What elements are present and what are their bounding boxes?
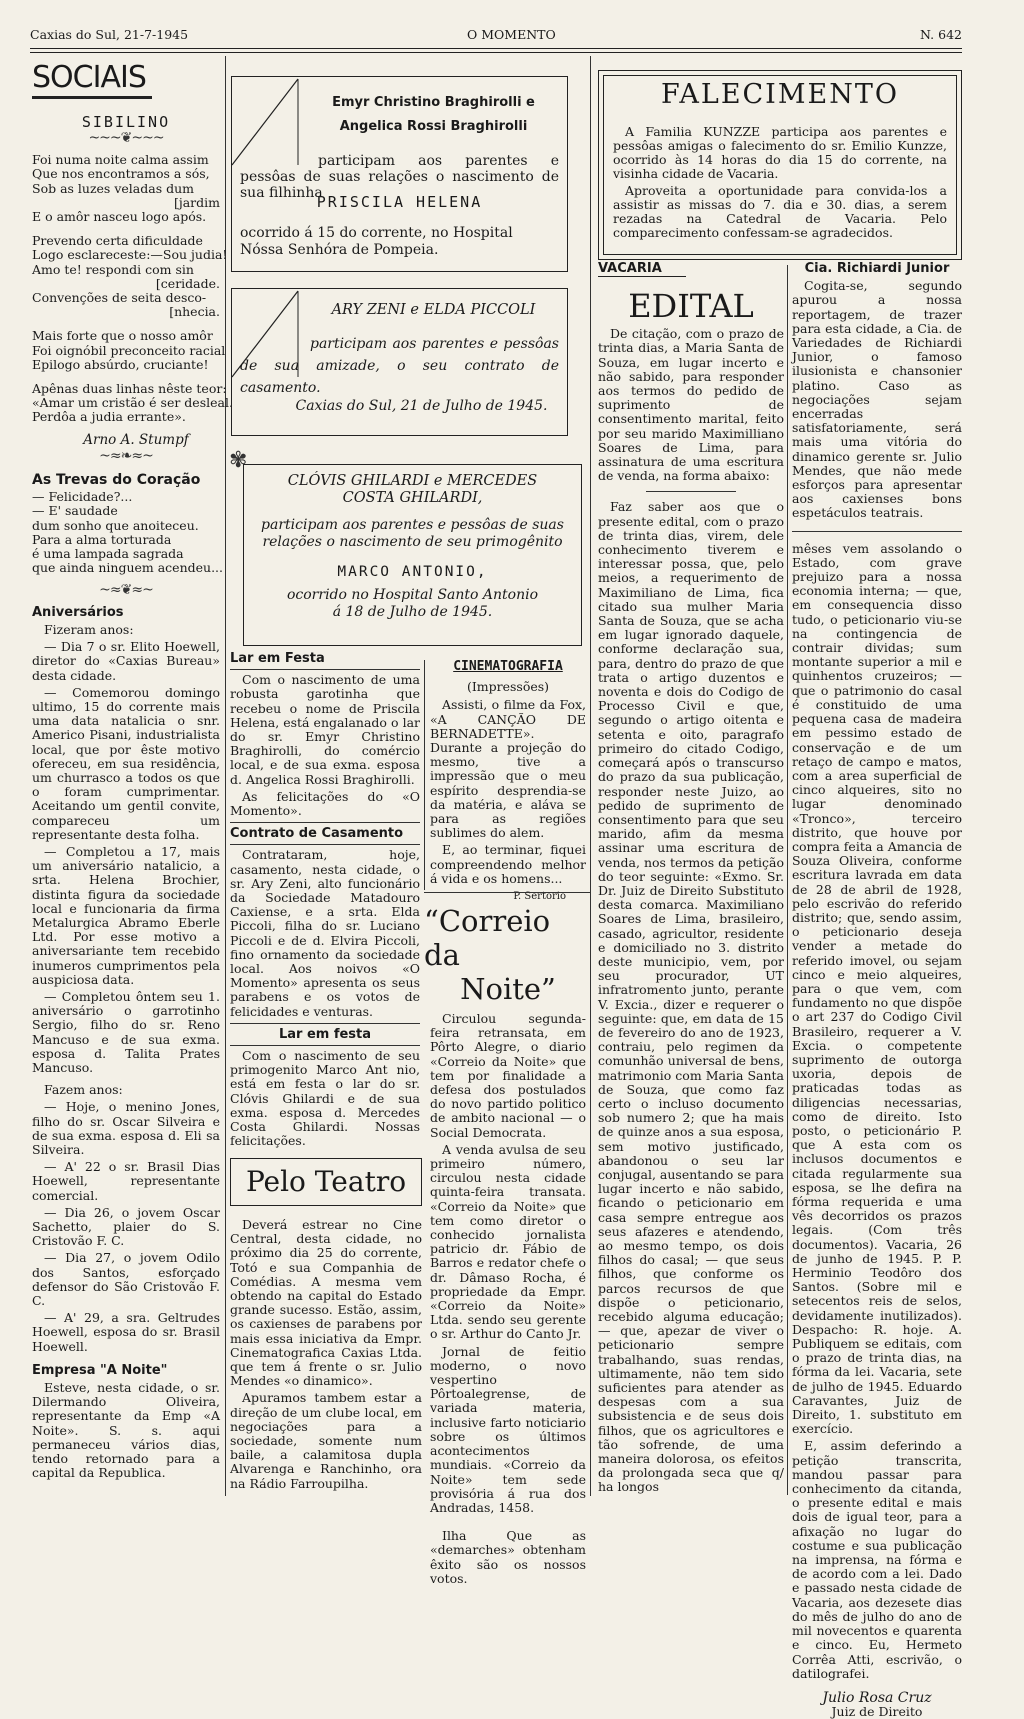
poem-line: Que nos encontramos a sós, [32,166,210,182]
fazem-item: — Dia 27, o jovem Odilo dos Santos, esforçado defensor do São Cristovão F. C. [32,1250,220,1309]
column-divider [424,660,425,890]
baby-name: MARCO ANTONIO, [337,564,488,580]
trevas-line: que ainda ninguem acendeu... [32,560,223,576]
paper-name: O MOMENTO [467,27,556,42]
judge-signature: Julio Rosa Cruz [822,1689,932,1706]
edital-title: EDITAL [628,287,754,326]
flower-ornament-icon: ✾ [229,448,248,473]
header-rule-2 [30,52,962,53]
social-notes-column [230,652,420,1152]
poem-line: Epilogo absúrdo, cruciante! [32,356,209,372]
aniv-item: — Completou ôntem seu 1. aniversário o garrotinho Sergio, filho do sr. Reno Mancuso e de sua exma. esposa d. Talita Prates Mancuso. [32,988,220,1075]
edital-continuation-2: E, assim deferindo a petição transcrita, mandou passar para conhecimento da citanda, o presente edital e mais dois de igual teor, para a afixação no lugar do costume e sua publicação na imprensa, na fórma e de acordo com a lei. Dado e passado nesta cidade de Vacaria, aos dezesete dias do mês de julho do ano de mil novecentos e quarenta e cinco. Eu, Hermeto Corrêa Atti, escrivão, o datilografei. [792,1438,962,1681]
teatro-text: Deverá estrear no Cine Central, desta cidade, no próximo dia 25 do corrente, Totó e sua Companhia de Comédias. A mesma vem obtendo na capital do Estado grande sucesso. Estão, assim, os caxienses de parabens por mais essa iniciativa da Empr. Cinematografica Caxias Ltda. que tem á frente o sr. Julio Mendes «o dinamico». [230,1217,422,1389]
page-number: N. 642 [920,27,962,42]
falecimento-title: FALECIMENTO [661,79,899,110]
poem-body [32,152,233,425]
aniversarios-title: Aniversários [32,604,124,620]
fazem-list [32,1100,220,1353]
correio-title-2: Noite” [460,972,556,1006]
baby-name: PRISCILA HELENA [316,193,483,211]
right-column [792,261,962,1719]
engagement-place: Caxias do Sul, 21 de Julho de 1945. [295,398,548,414]
parents-names: COSTA GHILARDI, [342,490,483,506]
lar-2-text: Com o nascimento de seu primogenito Marco Ant nio, está em festa o lar do sr. Clóvis Ghilardi e de sua exma. esposa d. Mercedes Costa Ghilardi. Nossas felicitações. [230,1048,420,1149]
fazem-item: — Hoje, o menino Jones, filho do sr. Oscar Silveira e de sua exma. esposa d. Eli sa Silveira. [32,1099,220,1157]
correio-text: Circulou segunda-feira retransata, em Pôrto Alegre, o diario «Correio da Noite» que tem por finalidade a defesa dos postulados do novo partido politico de ambito nacional — o Social Democrata. [430,1011,586,1140]
ornament-icon: ~~~❦~~~ [88,130,164,146]
page-header [30,22,962,46]
falecimento-text: A Familia KUNZZE participa aos parentes e pessôas amigas o falecimento do sr. Emilio Kunzze, ocorrido às 14 horas do dia 15 do corrente, na visinha cidade de Vacaria. [613,124,947,181]
poem-line: Perdôa a judia errante». [32,409,186,425]
poem-line: Logo esclareceste:—Sou judia! [32,247,228,263]
birth-text: participam aos parentes e pessôas de suas relações o nascimento de sua filhinha [240,153,559,201]
parents-names: CLÓVIS GHILARDI e MERCEDES [287,473,538,489]
edital-continuation: mêses vem assolando o Estado, com grave prejuizo para a nossa economia interna; — que, em consequencia disso tudo, o peticionario viu-se na contingencia de contrair dividas; sum montante superior a mil e quinhentos cruzeiros; — que o patrimonio do casal é constituido de uma pequena casa de madeira em pessimo estado de conservação e de um retaço de campo e matos, com a area superficial de cinco alqueires, sito no lugar denominado «Tronco», terceiro distrito, que houve por compra feita a Amancia de Souza Oliveira, conforme escritura lavrada em data de 28 de abril de 1928, pelo escrivão do referido distrito; que, sendo assim, o peticionario deseja vender a metade do referido imovel, ou sejam cinco e meio alqueires, para o que vem, com fundamento no que dispõe o art 237 do Codigo Civil Brasileiro, requerer a V. Excia. o competente suprimento de outorga uxoria, depois de praticadas todas as diligencias necessarias, como de direito. Isto posto, o peticionário P. que A esta com os inclusos documentos e citada regularmente sua esposa, se lhe defira na fórma requerida e uma vês decorridos os prazos legais. (Com três documentos). Vacaria, 26 de junho de 1945. P. P. Herminio Teodôro dos Santos. (Sobre mil e setecentos reis de selos, devidamente inutilizados). Despacho: R. hoje. A. Publiquem se editais, com o prazo de trinta dias, na fórma da lei. Vacaria, sete de julho de 1945. Eduardo Caravantes, Juiz de Direito, 1. substituto em exercício. [792,540,962,1437]
trevas-line: — E' saudade [32,503,118,519]
divider [424,892,590,893]
engagement-box [231,288,568,436]
ornament-icon: ~≈❧≈~ [99,447,153,464]
poem-line: [nhecia. [169,304,220,320]
correio-text-4: Ilha Que as «demarches» obtenham êxito são os nossos votos. [430,1528,586,1586]
teatro-text-2: Apuramos tambem estar a direção de um clube local, em negociações para a sociedade, somente num baile, a calamitosa dupla Alvarenga e Ranchinho, ora na Rádio Farroupilha. [230,1390,422,1491]
ornament-icon: ~≈❦≈~ [99,582,153,599]
richiardi-title: Cia. Richiardi Junior [804,261,950,276]
birth-announcement-2-box [243,464,582,646]
falecimento-box [598,70,962,260]
poem-line: Amo te! respondi com sin [32,261,194,277]
poem-line: Prevendo certa dificuldade [32,233,203,249]
falecimento-text-2: Aproveita a oportunidade para convida-los a assistir as missas do 7. dia e 30. dias, a serem rezadas na Catedral de Vacaria. Pelo comparecimento confessam-se agradecidos. [613,183,947,240]
poem-line: «Amar um cristão é ser desleal. [32,395,233,411]
trevas-title: As Trevas do Coração [32,472,201,489]
richiardi-text: Cogita-se, segundo apurou a nossa reportagem, de trazer para esta cidade, a Cia. de Variedades de Richiardi Junior, o famoso ilusionista e chansonier platino. Caso as negociações sejam encerradas satisfatoriamente, será mais uma vitória do dinamico gerente sr. Julio Mendes, que não mede esforços para apresentar aos caxienses bons espetáculos teatrais. [792,278,962,521]
poem-line: E o amôr nasceu logo após. [32,209,207,225]
header-rule [30,48,962,49]
column-divider [787,265,788,1495]
parents-names: Angelica Rossi Braghirolli [339,119,528,134]
birth-text-2: ocorrido á 15 do corrente, no Hospital Nóssa Senhóra de Pompeia. [240,225,513,258]
edital-lead: De citação, com o prazo de trinta dias, a Maria Santa de Souza, em lugar incerto e não sabido, para responder aos termos do pedido de suprimento de consentimento marital, feito por seu marido Maximilliano Soares de Lima, para assinatura de uma escritura de venda, na forma abaixo: [598,326,784,484]
trevas-line: — Felicidade?... [32,489,133,505]
cinema-text-2: E, ao terminar, fiquei compreendendo melhor á vida e os homens... [430,842,586,886]
teatro-column [230,1158,422,1498]
cinema-column [430,659,586,903]
fazem-item: — A' 29, a sra. Geltrudes Hoewell, esposa do sr. Brasil Hoewell. [32,1310,220,1354]
fazem-item: — A' 22 o sr. Brasil Dias Hoewell, representante comercial. [32,1159,220,1203]
lar-em-festa-2-title: Lar em festa [278,1026,372,1042]
correio-column [424,904,586,1586]
poem-line: [jardim [173,194,220,210]
poem-line: Foi numa noite calma assim [32,152,209,168]
poem-line: Apênas duas linhas nêste teor: [32,381,227,397]
trevas-line: é uma lampada sagrada [32,546,184,562]
poem-line: Convenções de seita desco- [32,290,207,306]
birth-text: participam aos parentes e pessôas de suas relações o nascimento de seu primogênito [261,517,564,550]
fazem-intro: Fazem anos: [44,1082,123,1098]
correio-text-3: Jornal de feitio moderno, o novo vespertino Pôrtoalegrense, de variada materia, inclusive farto noticiario sobre os últimos acontecimentos mundiais. «Correio da Noite» tem sede provisória á rua dos Andradas, 1458. [430,1343,586,1515]
edital-column [598,262,784,1498]
fazem-item: — Dia 26, o jovem Oscar Sachetto, plaier do S. Cristovão F. C. [32,1204,220,1249]
trevas-poem [32,489,223,576]
poem-line: Foi oignóbil preconceito racial [32,342,226,358]
lar-text: Com o nascimento de uma robusta garotinha que recebeu o nome de Priscila Helena, está engalanado o lar do sr. Emyr Christino Braghirolli, do comércio local, e de sua exma. esposa d. Angelica Rossi Braghirolli. [230,672,420,787]
teatro-title: Pelo Teatro [230,1158,422,1206]
column-divider [225,56,226,1496]
poem-author: Arno A. Stumpf [83,431,189,448]
aniv-item: — Comemorou domingo ultimo, 15 do corrente mais uma data natalicia o snr. Americo Pisani, industrialista local, que por êste motivo ofereceu, em sua residência, um churrasco a todos os que o foram cumprimentar. Aceitando um gentil convite, compareceu um representante desta folha. [32,684,220,842]
aniv-item: — Completou a 17, mais um aniversário natalicio, a srta. Helena Brochier, distinta figura da sociedade local e funcionaria da firma Metalurgica Abramo Eberle Ltd. Por esse motivo a aniversariante tem recebido inumeros cumprimentos pela auspiciosa data. [32,843,220,987]
correio-title: “Correio da [424,904,551,972]
engaged-names: ARY ZENI e ELDA PICCOLI [331,302,536,318]
sociais-column [32,60,233,1500]
cinema-text: Assisti, o filme da Fox, «A CANÇÃO DE BERNADETTE». Durante a projeção do mesmo, tive a impressão que o meu espírito desprendia-se da matéria, e aláva se para as regiões sublimes do alem. [430,697,586,841]
lar-text-2: As felicitações do «O Momento». [230,788,420,819]
parents-names: Emyr Christino Braghirolli e [332,95,535,110]
contrato-title: Contrato de Casamento [230,826,404,842]
aniv-intro: Fizeram anos: [44,621,134,637]
poem-line: Mais forte que o nosso amôr [32,328,213,344]
birth-text-2: ocorrido no Hospital Santo Antonio [286,587,539,603]
judge-role: Juiz de Direito [831,1704,923,1719]
cinema-signature: P. Sertorio [513,891,566,903]
contrato-text: Contrataram, hoje, casamento, nesta cidade, o sr. Ary Zeni, alto funcionário da Sociedade Matadouro Caxiense, e a srta. Elda Piccoli, filha do sr. Luciano Piccoli e de d. Elvira Piccoli, fino ornamento da sociedade local. Aos noivos «O Momento» apresenta os seus parabens e os votos de felicidades e venturas. [230,847,420,1019]
cinema-sub: (Impressões) [466,679,550,695]
poem-line: [ceridade. [155,275,220,291]
empresa-text: Esteve, nesta cidade, o sr. Dilermando Oliveira, representante da Emp «A Noite». S. s. aqui permaneceu vários dias, tendo retornado para a capital da Republica. [32,1380,220,1481]
trevas-line: dum sonho que anoiteceu. [32,517,199,533]
correio-text-2: A venda avulsa de seu primeiro número, circulou nesta cidade quinta-feira transata. «Correio da Noite» que tem como diretor o conhecido jornalista patricio dr. Fábio de Barros e redator chefe o dr. Dâmaso Rocha, é propriedade da Empr. «Correio da Noite» Ltda. sendo seu gerente o sr. Arthur do Canto Jr. [430,1141,586,1342]
engagement-text: participam aos parentes e pessôas de sua amizade, o seu contrato de casamento. [240,336,559,396]
dateline: Caxias do Sul, 21-7-1945 [30,27,189,42]
edital-kicker: VACARIA [598,262,686,277]
poem-title: SIBILINO [81,113,171,131]
column-divider [590,56,591,1496]
poem-line: Sob as luzes veladas dum [32,180,194,196]
edital-body: Faz saber aos que o presente edital, com o prazo de trinta dias, virem, dele conhecimento tiverem e interessar possa, que, pelo meios, a requerimento de Maximiliano de Lima, fica citado sua mulher Maria Santa de Souza, que se acha em lugar ignorado daquele, conforme declaração sua, para, dentro do prazo de que trata o artigo duzentos e noventa e dois do Codigo de Processo Civil e que, segundo o artigo oitenta e setenta e oito, paragrafo primeiro do citado Codigo, começará após o transcurso do prazo da sua publicação, responder neste Juizo, ao pedido de suprimento de consentimento para que seu marido, afim da mesma assinar uma escritura de venda, nos termos da petição do teor seguinte: «Exmo. Sr. Dr. Juiz de Direito Substituto desta comarca. Maximiliano Soares de Lima, brasileiro, casado, agricultor, residente e domiciliado no 3. distrito deste municipio, vem, por seu procurador, UT infratromento junto, perante V. Excia., dizer e requerer o seguinte: que, em data de 15 de fevereiro do ano de 1923, contraiu, pelo regimen da comunhão universal de bens, matrimonio com Maria Santa de Souza, que como faz certo o incluso documento sob numero 2; que ha mais de quinze anos a sua esposa, sem motivo justificado, abandonou o seu lar conjugal, ausentando se para lugar incerto e não sabido, ficando o peticionario em casa sempre entregue aos seus afazeres e atendendo, ao mesmo tempo, os dois filhos do casal; — que seus filhos, que conforme os parcos recursos de que dispõe o peticionario, recebido alguma educação; — que, apezar de viver o peticionario sempre trabalhando, suas rendas, ultimamente, não tem sido suficientes para atender as despesas com a sua subsistencia e de seus dois filhos, que os agricultores e tão sofrende, de uma maneira dolorosa, os efeitos da prolongada seca que q/ ha longos [598,499,784,1495]
birth-date: á 18 de Julho de 1945. [332,604,493,620]
lar-em-festa-title: Lar em Festa [230,651,325,666]
trevas-line: Para a alma torturada [32,531,172,547]
cinema-title: CINEMATOGRAFIA [453,659,563,674]
sociais-title: SOCIAIS [32,60,152,99]
birth-announcement-box [231,76,568,272]
aniv-item: — Dia 7 o sr. Elito Hoewell, diretor do «Caxias Bureau» desta cidade. [32,639,220,683]
empresa-title: Empresa "A Noite" [32,1362,168,1378]
